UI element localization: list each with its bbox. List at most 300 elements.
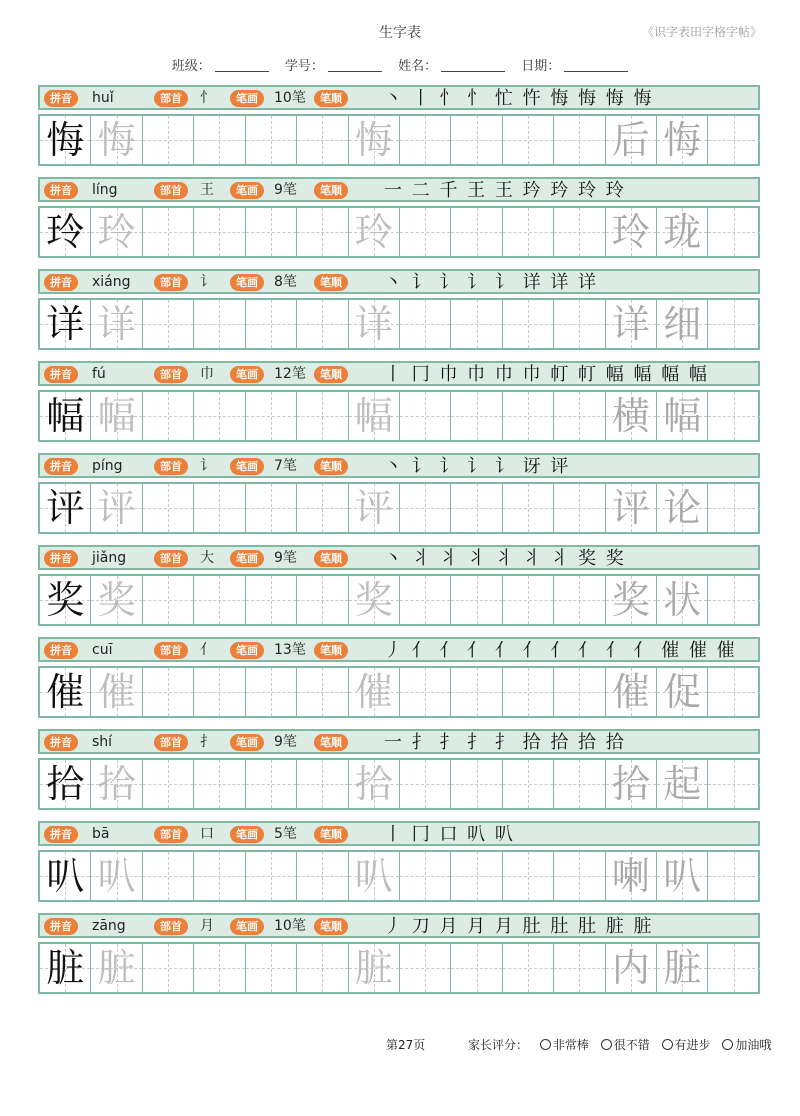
- name-blank[interactable]: [441, 59, 505, 72]
- word-character: 玲: [611, 210, 650, 254]
- practice-cell[interactable]: [349, 944, 400, 992]
- practice-cell[interactable]: [297, 576, 348, 624]
- book-subtitle: 《识字表田字格字帖》: [641, 25, 762, 39]
- trace-character: 详: [354, 302, 393, 346]
- practice-cell[interactable]: [451, 760, 502, 808]
- stroke-order-value: 一 二 千 王 王 玪 玪 玲 玲: [384, 180, 626, 201]
- date-blank[interactable]: [564, 59, 628, 72]
- practice-cell[interactable]: [708, 300, 759, 348]
- practice-cell[interactable]: [554, 208, 605, 256]
- practice-cell[interactable]: [143, 484, 194, 532]
- practice-cell[interactable]: [400, 392, 451, 440]
- trace-character: 奖: [97, 578, 136, 622]
- word-character: 拾: [611, 762, 650, 806]
- stroke-order-value: 丨 冂 口 叭 叭: [384, 824, 515, 845]
- practice-cell[interactable]: [297, 852, 348, 900]
- pinyin-tag: 拼音: [44, 550, 78, 567]
- practice-cell[interactable]: [503, 392, 554, 440]
- stroke-order-value: 丶 丬 丬 丬 丬 丬 丬 奖 奖: [384, 548, 626, 569]
- character-entry: [38, 453, 764, 545]
- word-character: 论: [663, 486, 702, 530]
- model-character: 评: [46, 486, 85, 530]
- practice-cell[interactable]: [91, 944, 142, 992]
- practice-cell[interactable]: [91, 484, 142, 532]
- practice-cell[interactable]: [606, 392, 657, 440]
- pinyin-tag: 拼音: [44, 458, 78, 475]
- practice-cell[interactable]: [143, 300, 194, 348]
- word-character: 促: [663, 670, 702, 714]
- class-blank[interactable]: [215, 59, 269, 72]
- trace-character: 叭: [97, 854, 136, 898]
- stroke-order-tag: 笔顺: [314, 550, 348, 567]
- practice-cell[interactable]: [657, 208, 708, 256]
- practice-cell[interactable]: [451, 116, 502, 164]
- practice-cell[interactable]: [503, 576, 554, 624]
- practice-grid: [38, 298, 760, 350]
- practice-cell[interactable]: [657, 116, 708, 164]
- practice-cell[interactable]: [606, 668, 657, 716]
- pinyin-value: xiáng: [92, 274, 131, 290]
- practice-cell[interactable]: [194, 484, 245, 532]
- practice-cell[interactable]: [246, 300, 297, 348]
- practice-cell[interactable]: [91, 576, 142, 624]
- pinyin-value: píng: [92, 458, 123, 474]
- trace-character: 叭: [354, 854, 393, 898]
- word-character: 详: [611, 302, 650, 346]
- word-character: 起: [663, 762, 702, 806]
- trace-character: 催: [354, 670, 393, 714]
- practice-cell[interactable]: [143, 392, 194, 440]
- stroke-count-value: 10笔: [274, 918, 306, 934]
- student-id-field[interactable]: [285, 55, 382, 74]
- stroke-order-value: 丶 讠 讠 讠 讠 详 详 详: [384, 272, 599, 293]
- word-character: 脏: [663, 946, 702, 990]
- practice-cell[interactable]: [91, 668, 142, 716]
- trace-character: 评: [354, 486, 393, 530]
- practice-cell[interactable]: [349, 576, 400, 624]
- practice-cell[interactable]: [503, 944, 554, 992]
- practice-cell[interactable]: [503, 760, 554, 808]
- stroke-count-tag: 笔画: [230, 734, 264, 751]
- practice-cell[interactable]: [297, 300, 348, 348]
- pinyin-tag: 拼音: [44, 366, 78, 383]
- stroke-count-value: 9笔: [274, 734, 297, 750]
- pinyin-value: fú: [92, 366, 106, 382]
- practice-cell[interactable]: [143, 760, 194, 808]
- practice-cell[interactable]: [606, 852, 657, 900]
- practice-cell[interactable]: [400, 116, 451, 164]
- practice-cell[interactable]: [451, 852, 502, 900]
- practice-cell[interactable]: [554, 392, 605, 440]
- pinyin-tag: 拼音: [44, 734, 78, 751]
- practice-cell[interactable]: [606, 116, 657, 164]
- practice-cell[interactable]: [91, 300, 142, 348]
- practice-cell[interactable]: [554, 760, 605, 808]
- stroke-order-tag: 笔顺: [314, 90, 348, 107]
- character-entry: [38, 269, 764, 361]
- stroke-order-tag: 笔顺: [314, 274, 348, 291]
- practice-cell[interactable]: [91, 116, 142, 164]
- practice-grid: [38, 942, 760, 994]
- practice-cell[interactable]: [400, 300, 451, 348]
- practice-cell[interactable]: [91, 760, 142, 808]
- stroke-count-value: 12笔: [274, 366, 306, 382]
- stroke-count-tag: 笔画: [230, 366, 264, 383]
- radio-circle-icon[interactable]: [722, 1039, 733, 1050]
- practice-cell[interactable]: [606, 300, 657, 348]
- stroke-order-value: 丶 讠 讠 讠 讠 讶 评: [384, 456, 571, 477]
- practice-cell[interactable]: [606, 208, 657, 256]
- radical-tag: 部首: [154, 182, 188, 199]
- practice-cell[interactable]: [606, 484, 657, 532]
- entry-header: [38, 453, 760, 478]
- practice-cell[interactable]: [554, 300, 605, 348]
- radical-tag: 部首: [154, 90, 188, 107]
- practice-grid: [38, 114, 760, 166]
- word-character: 叭: [663, 854, 702, 898]
- practice-cell[interactable]: [451, 208, 502, 256]
- stroke-order-tag: 笔顺: [314, 734, 348, 751]
- practice-cell[interactable]: [657, 576, 708, 624]
- pinyin-tag: 拼音: [44, 918, 78, 935]
- stroke-order-tag: 笔顺: [314, 642, 348, 659]
- practice-cell[interactable]: [194, 668, 245, 716]
- radical-value: 讠: [200, 274, 214, 290]
- radical-value: 大: [200, 550, 214, 566]
- practice-cell[interactable]: [503, 208, 554, 256]
- model-character: 拾: [46, 762, 85, 806]
- model-character: 悔: [46, 118, 85, 162]
- practice-cell[interactable]: [606, 944, 657, 992]
- practice-cell[interactable]: [297, 944, 348, 992]
- pinyin-value: líng: [92, 182, 118, 198]
- practice-cell[interactable]: [246, 852, 297, 900]
- trace-character: 拾: [97, 762, 136, 806]
- practice-cell[interactable]: [40, 208, 91, 256]
- word-character: 奖: [611, 578, 650, 622]
- pinyin-tag: 拼音: [44, 826, 78, 843]
- character-entry: [38, 361, 764, 453]
- practice-cell[interactable]: [297, 392, 348, 440]
- practice-cell[interactable]: [657, 668, 708, 716]
- practice-cell[interactable]: [246, 944, 297, 992]
- model-character: 叭: [46, 854, 85, 898]
- word-character: 后: [611, 118, 650, 162]
- stroke-count-tag: 笔画: [230, 826, 264, 843]
- practice-grid: [38, 758, 760, 810]
- practice-cell[interactable]: [400, 668, 451, 716]
- pinyin-value: huǐ: [92, 90, 114, 106]
- pinyin-value: shí: [92, 734, 113, 750]
- practice-cell[interactable]: [349, 668, 400, 716]
- entry-header: [38, 821, 760, 846]
- practice-cell[interactable]: [297, 208, 348, 256]
- radical-tag: 部首: [154, 642, 188, 659]
- model-character: 详: [46, 302, 85, 346]
- name-field[interactable]: [398, 55, 505, 74]
- practice-cell[interactable]: [246, 576, 297, 624]
- practice-cell[interactable]: [554, 668, 605, 716]
- radical-value: 月: [200, 918, 214, 934]
- character-entry: [38, 177, 764, 269]
- entry-header: [38, 85, 760, 110]
- radical-value: 亻: [200, 642, 214, 658]
- practice-grid: [38, 850, 760, 902]
- trace-character: 详: [97, 302, 136, 346]
- practice-cell[interactable]: [657, 944, 708, 992]
- practice-cell[interactable]: [143, 852, 194, 900]
- practice-cell[interactable]: [40, 484, 91, 532]
- practice-cell[interactable]: [554, 852, 605, 900]
- radical-tag: 部首: [154, 550, 188, 567]
- stroke-order-value: 丶 丨 忄 忄 忙 忤 悔 悔 悔 悔: [384, 88, 654, 109]
- practice-cell[interactable]: [246, 668, 297, 716]
- character-entry: [38, 821, 764, 913]
- practice-cell[interactable]: [143, 576, 194, 624]
- practice-grid: [38, 206, 760, 258]
- practice-cell[interactable]: [451, 392, 502, 440]
- practice-cell[interactable]: [246, 116, 297, 164]
- stroke-count-value: 7笔: [274, 458, 297, 474]
- practice-cell[interactable]: [91, 392, 142, 440]
- practice-cell[interactable]: [297, 668, 348, 716]
- practice-cell[interactable]: [708, 484, 759, 532]
- pinyin-tag: 拼音: [44, 642, 78, 659]
- word-character: 幅: [663, 394, 702, 438]
- practice-cell[interactable]: [143, 116, 194, 164]
- character-entry: [38, 637, 764, 729]
- radical-tag: 部首: [154, 274, 188, 291]
- practice-cell[interactable]: [657, 392, 708, 440]
- practice-cell[interactable]: [91, 208, 142, 256]
- word-character: 珑: [663, 210, 702, 254]
- word-character: 评: [611, 486, 650, 530]
- word-character: 状: [663, 578, 702, 622]
- practice-cell[interactable]: [40, 852, 91, 900]
- class-label: 班级：: [171, 59, 211, 74]
- class-field[interactable]: [172, 55, 269, 74]
- stroke-count-tag: 笔画: [230, 274, 264, 291]
- date-field[interactable]: [521, 55, 628, 74]
- practice-cell[interactable]: [657, 484, 708, 532]
- stroke-count-value: 9笔: [274, 550, 297, 566]
- practice-cell[interactable]: [40, 116, 91, 164]
- radical-tag: 部首: [154, 826, 188, 843]
- radio-circle-icon[interactable]: [601, 1039, 612, 1050]
- stroke-order-tag: 笔顺: [314, 826, 348, 843]
- stroke-count-tag: 笔画: [230, 458, 264, 475]
- practice-cell[interactable]: [40, 760, 91, 808]
- practice-cell[interactable]: [400, 484, 451, 532]
- trace-character: 玲: [354, 210, 393, 254]
- practice-cell[interactable]: [708, 760, 759, 808]
- practice-cell[interactable]: [400, 944, 451, 992]
- practice-cell[interactable]: [708, 576, 759, 624]
- practice-cell[interactable]: [554, 576, 605, 624]
- word-character: 催: [611, 670, 650, 714]
- trace-character: 悔: [97, 118, 136, 162]
- student-id-blank[interactable]: [328, 59, 382, 72]
- radical-value: 忄: [200, 90, 214, 106]
- practice-cell[interactable]: [297, 484, 348, 532]
- practice-cell[interactable]: [349, 760, 400, 808]
- practice-cell[interactable]: [400, 852, 451, 900]
- practice-cell[interactable]: [708, 116, 759, 164]
- practice-cell[interactable]: [40, 392, 91, 440]
- practice-cell[interactable]: [40, 944, 91, 992]
- character-entry: [38, 913, 764, 1005]
- practice-cell[interactable]: [606, 760, 657, 808]
- practice-cell[interactable]: [194, 392, 245, 440]
- entry-header: [38, 361, 760, 386]
- model-character: 脏: [46, 946, 85, 990]
- radical-value: 扌: [200, 734, 214, 750]
- practice-cell[interactable]: [657, 852, 708, 900]
- stroke-count-value: 8笔: [274, 274, 297, 290]
- radical-value: 巾: [200, 366, 214, 382]
- stroke-count-tag: 笔画: [230, 642, 264, 659]
- practice-cell[interactable]: [194, 208, 245, 256]
- character-entry: [38, 729, 764, 821]
- practice-cell[interactable]: [708, 392, 759, 440]
- practice-cell[interactable]: [349, 484, 400, 532]
- radio-circle-icon[interactable]: [662, 1039, 673, 1050]
- practice-cell[interactable]: [400, 760, 451, 808]
- word-character: 喇: [611, 854, 650, 898]
- trace-character: 幅: [354, 394, 393, 438]
- page-title: 生字表: [379, 25, 421, 41]
- practice-cell[interactable]: [349, 208, 400, 256]
- practice-cell[interactable]: [194, 576, 245, 624]
- practice-cell[interactable]: [297, 116, 348, 164]
- stroke-order-tag: 笔顺: [314, 182, 348, 199]
- practice-grid: [38, 666, 760, 718]
- character-list: [38, 85, 764, 1005]
- pinyin-tag: 拼音: [44, 182, 78, 199]
- pinyin-value: cuī: [92, 642, 113, 658]
- practice-cell[interactable]: [297, 760, 348, 808]
- practice-cell[interactable]: [194, 300, 245, 348]
- practice-cell[interactable]: [503, 668, 554, 716]
- stroke-order-tag: 笔顺: [314, 366, 348, 383]
- practice-cell[interactable]: [91, 852, 142, 900]
- pinyin-value: jiǎng: [92, 550, 127, 566]
- practice-cell[interactable]: [246, 208, 297, 256]
- practice-cell[interactable]: [708, 852, 759, 900]
- page-number: 第27页: [386, 1038, 426, 1052]
- date-label: 日期：: [521, 59, 561, 74]
- practice-cell[interactable]: [246, 484, 297, 532]
- student-info-bar: [0, 55, 800, 74]
- word-character: 悔: [663, 118, 702, 162]
- practice-cell[interactable]: [40, 300, 91, 348]
- radio-circle-icon[interactable]: [540, 1039, 551, 1050]
- rating-option-great[interactable]: 非常棒: [540, 1038, 589, 1052]
- stroke-order-value: 丨 冂 巾 巾 巾 巾 帄 帄 幅 幅 幅 幅: [384, 364, 709, 385]
- practice-cell[interactable]: [503, 300, 554, 348]
- practice-cell[interactable]: [143, 944, 194, 992]
- entry-header: [38, 637, 760, 662]
- practice-cell[interactable]: [503, 484, 554, 532]
- model-character: 奖: [46, 578, 85, 622]
- practice-cell[interactable]: [349, 852, 400, 900]
- rating-option-good[interactable]: 很不错: [601, 1038, 650, 1052]
- stroke-count-value: 13笔: [274, 642, 306, 658]
- trace-character: 玲: [97, 210, 136, 254]
- trace-character: 脏: [354, 946, 393, 990]
- practice-cell[interactable]: [143, 208, 194, 256]
- practice-cell[interactable]: [657, 300, 708, 348]
- practice-cell[interactable]: [503, 852, 554, 900]
- practice-cell[interactable]: [708, 668, 759, 716]
- practice-cell[interactable]: [451, 576, 502, 624]
- practice-grid: [38, 574, 760, 626]
- stroke-count-tag: 笔画: [230, 182, 264, 199]
- radical-value: 讠: [200, 458, 214, 474]
- practice-cell[interactable]: [194, 116, 245, 164]
- radical-value: 口: [200, 826, 214, 842]
- practice-cell[interactable]: [606, 576, 657, 624]
- practice-cell[interactable]: [40, 668, 91, 716]
- practice-cell[interactable]: [246, 392, 297, 440]
- stroke-count-value: 9笔: [274, 182, 297, 198]
- practice-cell[interactable]: [40, 576, 91, 624]
- practice-cell[interactable]: [143, 668, 194, 716]
- stroke-count-tag: 笔画: [230, 550, 264, 567]
- practice-cell[interactable]: [708, 208, 759, 256]
- trace-character: 奖: [354, 578, 393, 622]
- practice-cell[interactable]: [451, 944, 502, 992]
- practice-cell[interactable]: [400, 208, 451, 256]
- practice-cell[interactable]: [451, 668, 502, 716]
- practice-cell[interactable]: [503, 116, 554, 164]
- practice-cell[interactable]: [554, 484, 605, 532]
- stroke-order-value: 丿 刀 月 月 月 肚 肚 肚 脏 脏: [384, 916, 654, 937]
- practice-cell[interactable]: [246, 760, 297, 808]
- name-label: 姓名：: [398, 59, 438, 74]
- practice-grid: [38, 390, 760, 442]
- entry-header: [38, 269, 760, 294]
- student-id-label: 学号：: [284, 59, 324, 74]
- entry-header: [38, 913, 760, 938]
- word-character: 横: [611, 394, 650, 438]
- stroke-count-value: 5笔: [274, 826, 297, 842]
- practice-cell[interactable]: [451, 300, 502, 348]
- practice-cell[interactable]: [554, 116, 605, 164]
- practice-cell[interactable]: [349, 300, 400, 348]
- model-character: 玲: [46, 210, 85, 254]
- rating-option-progress[interactable]: 有进步: [662, 1038, 711, 1052]
- practice-cell[interactable]: [194, 852, 245, 900]
- practice-cell[interactable]: [451, 484, 502, 532]
- radical-tag: 部首: [154, 734, 188, 751]
- rating-label: 家长评分：: [468, 1038, 529, 1052]
- practice-cell[interactable]: [708, 944, 759, 992]
- trace-character: 催: [97, 670, 136, 714]
- stroke-count-tag: 笔画: [230, 918, 264, 935]
- rating-option-cheer[interactable]: 加油哦: [722, 1038, 771, 1052]
- practice-grid: [38, 482, 760, 534]
- practice-cell[interactable]: [400, 576, 451, 624]
- practice-cell[interactable]: [194, 944, 245, 992]
- practice-cell[interactable]: [554, 944, 605, 992]
- practice-cell[interactable]: [194, 760, 245, 808]
- radical-tag: 部首: [154, 458, 188, 475]
- practice-cell[interactable]: [349, 116, 400, 164]
- model-character: 催: [46, 670, 85, 714]
- practice-cell[interactable]: [657, 760, 708, 808]
- practice-cell[interactable]: [349, 392, 400, 440]
